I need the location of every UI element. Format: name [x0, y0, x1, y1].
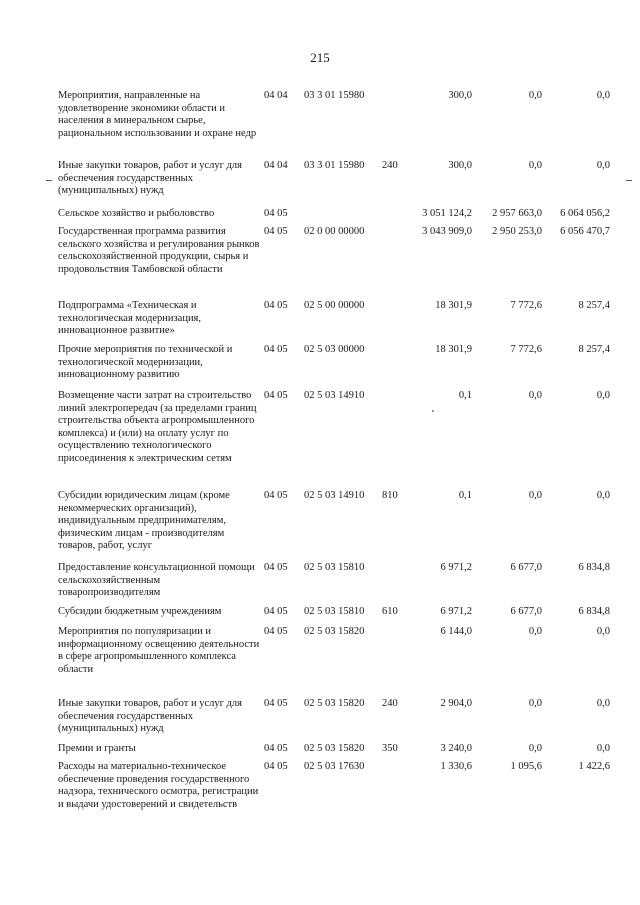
row-amount-year2: 6 677,0 — [510, 606, 542, 617]
row-amount-year2: 1 095,6 — [510, 761, 542, 772]
row-amount-year1: 3 043 909,0 — [422, 226, 472, 237]
row-target-article: 02 0 00 00000 — [304, 226, 365, 237]
row-amount-year3: 0,0 — [596, 490, 610, 501]
row-target-article: 02 5 03 15820 — [304, 626, 365, 637]
row-target-article: 02 5 03 00000 — [304, 344, 365, 355]
row-section-code: 04 05 — [264, 743, 288, 754]
row-amount-year1: 6 971,2 — [440, 562, 472, 573]
row-amount-year3: 0,0 — [596, 743, 610, 754]
row-section-code: 04 05 — [264, 226, 288, 237]
row-name: Предоставление консультационной помощи сельскохозяйственным товаропроизводителям — [58, 562, 255, 599]
row-section-code: 04 04 — [264, 90, 288, 101]
row-section-code: 04 05 — [264, 761, 288, 772]
row-amount-year2: 2 957 663,0 — [492, 208, 542, 219]
row-expense-type: 610 — [382, 606, 398, 617]
row-amount-year1: 0,1 — [458, 490, 472, 501]
row-name: Расходы на материально-техническое обеспечение проведения государственного надзора, технического осмотра, регистрации и выдачи удостоверений и свидетельств — [58, 761, 259, 810]
row-amount-year1: 300,0 — [448, 160, 472, 171]
row-section-code: 04 05 — [264, 300, 288, 311]
row-target-article: 02 5 03 15810 — [304, 606, 365, 617]
row-amount-year2: 0,0 — [528, 160, 542, 171]
margin-mark-right — [626, 180, 632, 181]
row-amount-year3: 6 064 056,2 — [560, 208, 610, 219]
row-name: Мероприятия, направленные на удовлетворение экономики области и населения в минеральном сырье, рациональном использовании и охране недр — [58, 90, 257, 139]
row-expense-type: 240 — [382, 160, 398, 171]
row-amount-year3: 8 257,4 — [578, 344, 610, 355]
row-name: Прочие мероприятия по технической и технологической модернизации, инновационному развитию — [58, 344, 233, 381]
row-name: Возмещение части затрат на строительство линий электропередач (за пределами границ строительства объекта агропромышленного комплекса) и (или) на оплату услуг по осуществлению технологического присоединения к электрическим сетям — [58, 390, 257, 464]
row-section-code: 04 05 — [264, 698, 288, 709]
row-section-code: 04 05 — [264, 390, 288, 401]
row-amount-year2: 0,0 — [528, 90, 542, 101]
row-amount-year1: 6 971,2 — [440, 606, 472, 617]
row-amount-year3: 6 834,8 — [578, 562, 610, 573]
row-amount-year2: 0,0 — [528, 390, 542, 401]
row-amount-year3: 0,0 — [596, 90, 610, 101]
row-amount-year3: 0,0 — [596, 390, 610, 401]
row-amount-year2: 2 950 253,0 — [492, 226, 542, 237]
row-name: Государственная программа развития сельского хозяйства и регулирования рынков сельскохозяйственной продукции, сырья и продовольствия Тамбовской области — [58, 226, 260, 275]
row-name: Иные закупки товаров, работ и услуг для обеспечения государственных (муниципальных) нужд — [58, 160, 242, 197]
row-name: Премии и гранты — [58, 743, 136, 754]
row-amount-year3: 0,0 — [596, 160, 610, 171]
row-amount-year1: 0,1 — [458, 390, 472, 401]
row-amount-year1: 3 051 124,2 — [422, 208, 472, 219]
row-target-article: 02 5 00 00000 — [304, 300, 365, 311]
row-amount-year1: 1 330,6 — [440, 761, 472, 772]
row-name: Подпрограмма «Техническая и технологическая модернизация, инновационное развитие» — [58, 300, 202, 337]
row-section-code: 04 05 — [264, 490, 288, 501]
row-amount-year2: 0,0 — [528, 743, 542, 754]
row-expense-type: 350 — [382, 743, 398, 754]
row-amount-year2: 0,0 — [528, 626, 542, 637]
row-amount-year2: 7 772,6 — [510, 344, 542, 355]
row-amount-year1: 2 904,0 — [440, 698, 472, 709]
row-name: Иные закупки товаров, работ и услуг для обеспечения государственных (муниципальных) нужд — [58, 698, 242, 735]
row-name: Мероприятия по популяризации и информационному освещению деятельности в сфере агропромышленного комплекса области — [58, 626, 260, 675]
row-section-code: 04 05 — [264, 626, 288, 637]
row-amount-year1: 6 144,0 — [440, 626, 472, 637]
row-amount-year3: 6 834,8 — [578, 606, 610, 617]
row-amount-year3: 0,0 — [596, 698, 610, 709]
row-section-code: 04 05 — [264, 606, 288, 617]
row-target-article: 03 3 01 15980 — [304, 90, 365, 101]
row-section-code: 04 05 — [264, 208, 288, 219]
row-amount-year2: 6 677,0 — [510, 562, 542, 573]
row-name: Сельское хозяйство и рыболовство — [58, 208, 215, 219]
row-section-code: 04 05 — [264, 344, 288, 355]
row-expense-type: 810 — [382, 490, 398, 501]
row-target-article: 03 3 01 15980 — [304, 160, 365, 171]
row-amount-year1: 18 301,9 — [435, 344, 472, 355]
row-target-article: 02 5 03 15820 — [304, 698, 365, 709]
row-amount-year2: 0,0 — [528, 490, 542, 501]
page-number: 215 — [310, 50, 330, 65]
scan-speck — [432, 410, 434, 412]
row-name: Субсидии бюджетным учреждениям — [58, 606, 222, 617]
row-amount-year3: 1 422,6 — [578, 761, 610, 772]
row-target-article: 02 5 03 17630 — [304, 761, 365, 772]
margin-mark-left — [46, 180, 52, 181]
row-target-article: 02 5 03 15820 — [304, 743, 365, 754]
row-section-code: 04 05 — [264, 562, 288, 573]
row-target-article: 02 5 03 14910 — [304, 490, 365, 501]
row-amount-year3: 0,0 — [596, 626, 610, 637]
row-amount-year1: 3 240,0 — [440, 743, 472, 754]
row-amount-year1: 300,0 — [448, 90, 472, 101]
row-target-article: 02 5 03 15810 — [304, 562, 365, 573]
row-name: Субсидии юридическим лицам (кроме некоммерческих организаций), индивидуальным предпринимателям, физическим лицам - производителям товаров, работ, услуг — [58, 490, 230, 552]
row-amount-year2: 0,0 — [528, 698, 542, 709]
row-amount-year3: 6 056 470,7 — [560, 226, 610, 237]
row-amount-year3: 8 257,4 — [578, 300, 610, 311]
row-expense-type: 240 — [382, 698, 398, 709]
row-target-article: 02 5 03 14910 — [304, 390, 365, 401]
row-section-code: 04 04 — [264, 160, 288, 171]
row-amount-year2: 7 772,6 — [510, 300, 542, 311]
row-amount-year1: 18 301,9 — [435, 300, 472, 311]
